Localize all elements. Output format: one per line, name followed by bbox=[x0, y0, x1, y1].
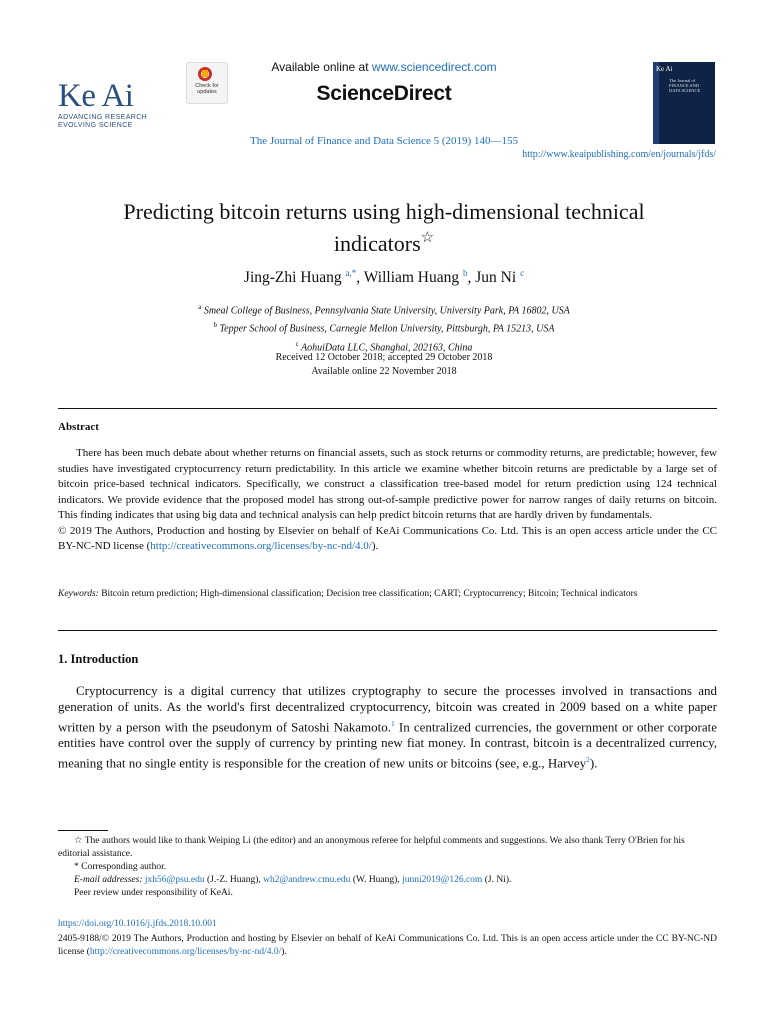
email-link[interactable]: junni2019@126.com bbox=[402, 875, 483, 885]
author-name: William Huang bbox=[363, 269, 460, 287]
doi-link[interactable]: https://doi.org/10.1016/j.jfds.2018.10.001 bbox=[58, 919, 217, 929]
author-affiliation-ref[interactable]: b bbox=[463, 268, 468, 278]
email-owner: (J.-Z. Huang), bbox=[206, 875, 261, 885]
article-history bbox=[0, 351, 768, 379]
issn-text: ). bbox=[281, 947, 287, 957]
footnote-text: Corresponding author. bbox=[81, 862, 167, 872]
body-text: In centralized currencies, the government or other corporate entities have control over the supply of currency by printing new fiat money. In contrast, bitcoin is a decentralized currency, meaning that no single entity is responsible for the creation of new units or bitcoins (see, e.g., Harvey bbox=[58, 718, 717, 770]
body-text: Cryptocurrency is a digital currency that utilizes cryptography to secure the processes involved in transactions and generation of units. As the world's first decentralized cryptocurrency, bitcoin was created in 2009 based on a white paper written by a person with the pseudonym of Satoshi Nakamoto. bbox=[58, 683, 717, 734]
keywords-label: Keywords: bbox=[58, 589, 99, 599]
footer-license-link[interactable]: http://creativecommons.org/licenses/by-nc-nd/4.0/ bbox=[89, 947, 282, 957]
affiliation-mark: c bbox=[295, 339, 299, 348]
footnote-corresponding bbox=[58, 861, 717, 874]
abstract-bottom-rule bbox=[58, 630, 717, 631]
crossmark-label-line: Check for bbox=[195, 83, 219, 89]
abstract-heading: Abstract bbox=[58, 421, 99, 433]
affiliation-mark: b bbox=[213, 321, 217, 330]
abstract-body bbox=[58, 446, 717, 555]
footnotes bbox=[58, 835, 717, 900]
publisher-tagline-line: ADVANCING RESEARCH bbox=[58, 114, 148, 121]
affiliation-text: Tepper School of Business, Carnegie Mellon University, Pittsburgh, PA 15213, USA bbox=[219, 323, 555, 335]
journal-citation[interactable]: The Journal of Finance and Data Science 5 (2019) 140—155 bbox=[250, 135, 518, 147]
journal-homepage-link[interactable]: http://www.keaipublishing.com/en/journals/jfds/ bbox=[522, 149, 716, 160]
sciencedirect-link[interactable]: www.sciencedirect.com bbox=[371, 60, 497, 74]
publisher-brand: Ke Ai bbox=[58, 78, 134, 114]
affiliation-mark: a bbox=[198, 303, 202, 311]
abstract-top-rule bbox=[58, 408, 717, 409]
crossmark-label-line: updates bbox=[197, 89, 217, 95]
affiliation-text: Smeal College of Business, Pennsylvania State University, University Park, PA 16802, USA bbox=[203, 305, 570, 317]
issn-text: 2405-9188/© 2019 The Authors, Production and hosting by Elsevier on behalf of KeAi Communications Co. Ltd. This is an open access article under the CC BY-NC-ND license ( bbox=[58, 934, 717, 957]
author-separator: , bbox=[356, 269, 364, 287]
cover-spine bbox=[653, 62, 659, 144]
title-line-text: indicators bbox=[333, 231, 421, 256]
citation-ref[interactable]: 2 bbox=[586, 754, 590, 764]
affiliations bbox=[0, 300, 768, 355]
footnote-ref[interactable]: 1 bbox=[391, 718, 395, 728]
footnote-rule bbox=[58, 830, 108, 831]
publisher-tagline-line: EVOLVING SCIENCE bbox=[58, 122, 133, 129]
journal-cover-thumbnail[interactable] bbox=[653, 62, 715, 144]
abstract-paragraph: There has been much debate about whether returns on financial assets, such as stock returns or commodity returns, are predictable; however, few studies have investigated cryptocurrency return predictability. In this article we examine whether bitcoin returns are predictable by a large set of bitcoin price-based technical indicators. Specifically, we construct a classification tree-based model for return prediction using 124 technical indicators. We provide evidence that the proposed model has strong out-of-sample predictive power for narrow ranges of daily returns on bitcoin. This finding indicates that using big data and technical analysis can help predict bitcoin returns that are hardly driven by fundamentals. bbox=[58, 447, 717, 521]
footnote-star-mark: ☆ bbox=[74, 836, 83, 846]
author-affiliation-ref[interactable]: a,* bbox=[345, 268, 357, 278]
email-owner: (J. Ni). bbox=[484, 875, 512, 885]
sciencedirect-logo: ScienceDirect bbox=[316, 82, 452, 105]
footnote-mark: * bbox=[74, 862, 79, 872]
footnote-peer-review: Peer review under responsibility of KeAi. bbox=[74, 888, 233, 898]
footnote-acknowledgement bbox=[58, 835, 717, 861]
body-text: ). bbox=[589, 754, 598, 770]
email-owner: (W. Huang), bbox=[352, 875, 400, 885]
section-heading: 1. Introduction bbox=[58, 652, 139, 666]
available-online-date: Available online 22 November 2018 bbox=[311, 366, 457, 377]
copyright-text: © 2019 The Authors, Production and hosting by Elsevier on behalf of KeAi Communications Co. Ltd. This is an open access article under the CC BY-NC-ND license ( bbox=[58, 524, 717, 552]
email-link[interactable]: wh2@andrew.cmu.edu bbox=[263, 875, 351, 885]
body-paragraph bbox=[58, 683, 717, 771]
email-label: E-mail addresses: bbox=[74, 875, 143, 885]
author-name: Jun Ni bbox=[475, 269, 517, 287]
received-date: Received 12 October 2018; accepted 29 October 2018 bbox=[275, 352, 493, 363]
author-separator: , bbox=[467, 269, 476, 287]
author-name: Jing-Zhi Huang bbox=[243, 269, 342, 287]
affiliation bbox=[0, 300, 768, 318]
issn-copyright bbox=[58, 933, 717, 959]
paper-title bbox=[60, 198, 708, 257]
title-line bbox=[60, 225, 708, 257]
author-list bbox=[0, 268, 768, 287]
copyright-text: ). bbox=[371, 540, 379, 552]
author-affiliation-ref[interactable]: c bbox=[520, 268, 525, 278]
affiliation bbox=[0, 318, 768, 336]
acknowledgement-star-icon[interactable]: ☆ bbox=[420, 230, 435, 246]
footnote-emails bbox=[58, 874, 717, 887]
footnote-text: The authors would like to thank Weiping Li (the editor) and an anonymous referee for helpful comments and suggestions. We also thank Terry O'Brien for his editorial assistance. bbox=[58, 836, 685, 859]
keywords bbox=[58, 587, 717, 601]
section-body bbox=[58, 683, 717, 771]
publisher-tagline bbox=[58, 114, 154, 130]
title-line: Predicting bitcoin returns using high-dimensional technical bbox=[123, 199, 645, 224]
license-link[interactable]: http://creativecommons.org/licenses/by-nc-nd/4.0/ bbox=[150, 540, 372, 552]
affiliation-text: AohuiData LLC, Shanghai, 202163, China bbox=[301, 341, 473, 353]
keywords-list: Bitcoin return prediction; High-dimensional classification; Decision tree classification; CART; Cryptocurrency; Bitcoin; Technical indicators bbox=[101, 589, 638, 599]
cover-brand: Ke Ai bbox=[656, 65, 673, 73]
email-link[interactable]: jxh56@psu.edu bbox=[144, 875, 205, 885]
available-prefix: Available online at bbox=[271, 60, 369, 74]
abstract-copyright bbox=[58, 524, 717, 555]
cover-title: The Journal of FINANCE AND DATA SCIENCE bbox=[669, 78, 701, 93]
